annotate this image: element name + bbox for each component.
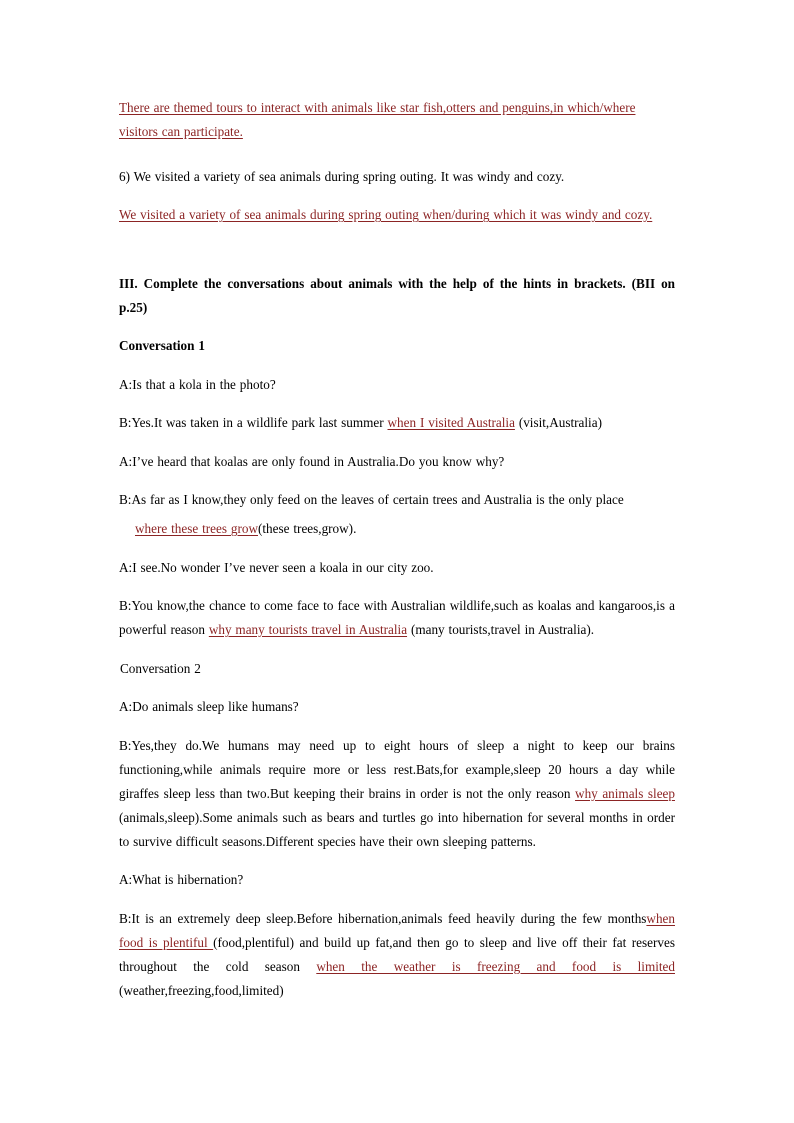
c2-line-4: [119, 907, 675, 1003]
answer-text-5: There are themed tours to interact with animals like star fish,otters and penguins,in which/where visitors can participate.: [119, 100, 636, 139]
c2-line-4-run-0: B:It is an extremely deep sleep.Before hibernation,animals feed heavily during the few months: [119, 910, 647, 926]
c1-line-7-run-0: B:You know,the chance to come face to face with Australian wildlife,such as koalas and kangaroos,is a powerful reason: [119, 598, 675, 637]
c2-line-1: A:Do animals sleep like humans?: [119, 699, 299, 714]
c2-line-2-run-2: (animals,sleep).Some animals such as bears and turtles go into hibernation for several months in order to survive difficult seasons.Different species have their own sleeping patterns.: [119, 809, 675, 849]
c1-line-1: A:Is that a kola in the photo?: [119, 376, 276, 392]
c1-line-2: [119, 411, 675, 435]
document-body: [119, 96, 675, 1017]
c2-line-2: [119, 734, 675, 854]
c1-line-7-run-2: (many tourists,travel in Australia).: [407, 622, 595, 637]
c1-line-3: A:I’ve heard that koalas are only found in Australia.Do you know why?: [119, 453, 505, 469]
section-heading-3: III. Complete the conversations about animals with the help of the hints in brackets. (BII on p.25): [119, 275, 675, 315]
c1-line-5-answer: where these trees grow: [135, 521, 258, 536]
c1-line-2-run-0: B:Yes.It was taken in a wildlife park last summer: [119, 415, 388, 430]
conversation-1-heading: Conversation 1: [119, 338, 205, 353]
c1-line-7: [119, 594, 675, 642]
answer-text-6: We visited a variety of sea animals during spring outing when/during which it was windy and cozy.: [119, 207, 653, 222]
c1-line-2-answer: when I visited Australia: [387, 415, 515, 430]
c1-line-5: [119, 517, 675, 541]
c1-line-7-answer: why many tourists travel in Australia: [208, 622, 408, 637]
c2-line-4-answer-2: when the weather is freezing and food is limited: [316, 958, 675, 974]
answer-paragraph-6: [119, 203, 675, 227]
answer-paragraph-5: [119, 96, 675, 144]
conversation-2-heading: Conversation 2: [120, 660, 201, 676]
c2-line-4-answer-1: when food is plentiful: [119, 910, 675, 950]
c2-line-2-run-0: B:Yes,they do.We humans may need up to eight hours of sleep a night to keep our brains functioning,while animals require more or less rest.Bats,for example,sleep 20 hours a day while giraffes sleep less than two.But keeping their brains in order is not the only reason: [119, 737, 675, 801]
c1-line-4: B:As far as I know,they only feed on the leaves of certain trees and Australia is the only place: [119, 492, 624, 507]
c1-line-2-run-2: (visit,Australia): [514, 415, 602, 430]
c2-line-4-run-2: (food,plentiful) and build up fat,and then go to sleep and live off their fat reserves throughout the cold season: [119, 934, 675, 974]
question-paragraph-6: 6) We visited a variety of sea animals during spring outing. It was windy and cozy.: [119, 168, 565, 184]
c2-line-2-answer: why animals sleep: [575, 785, 675, 801]
c1-line-5-hint: (these trees,grow).: [258, 521, 357, 536]
section-spacer: [119, 242, 675, 272]
c2-line-4-run-4: (weather,freezing,food,limited): [119, 982, 284, 998]
c2-line-3: A:What is hibernation?: [119, 872, 244, 887]
c1-line-6: A:I see.No wonder I’ve never seen a koala in our city zoo.: [119, 559, 434, 575]
